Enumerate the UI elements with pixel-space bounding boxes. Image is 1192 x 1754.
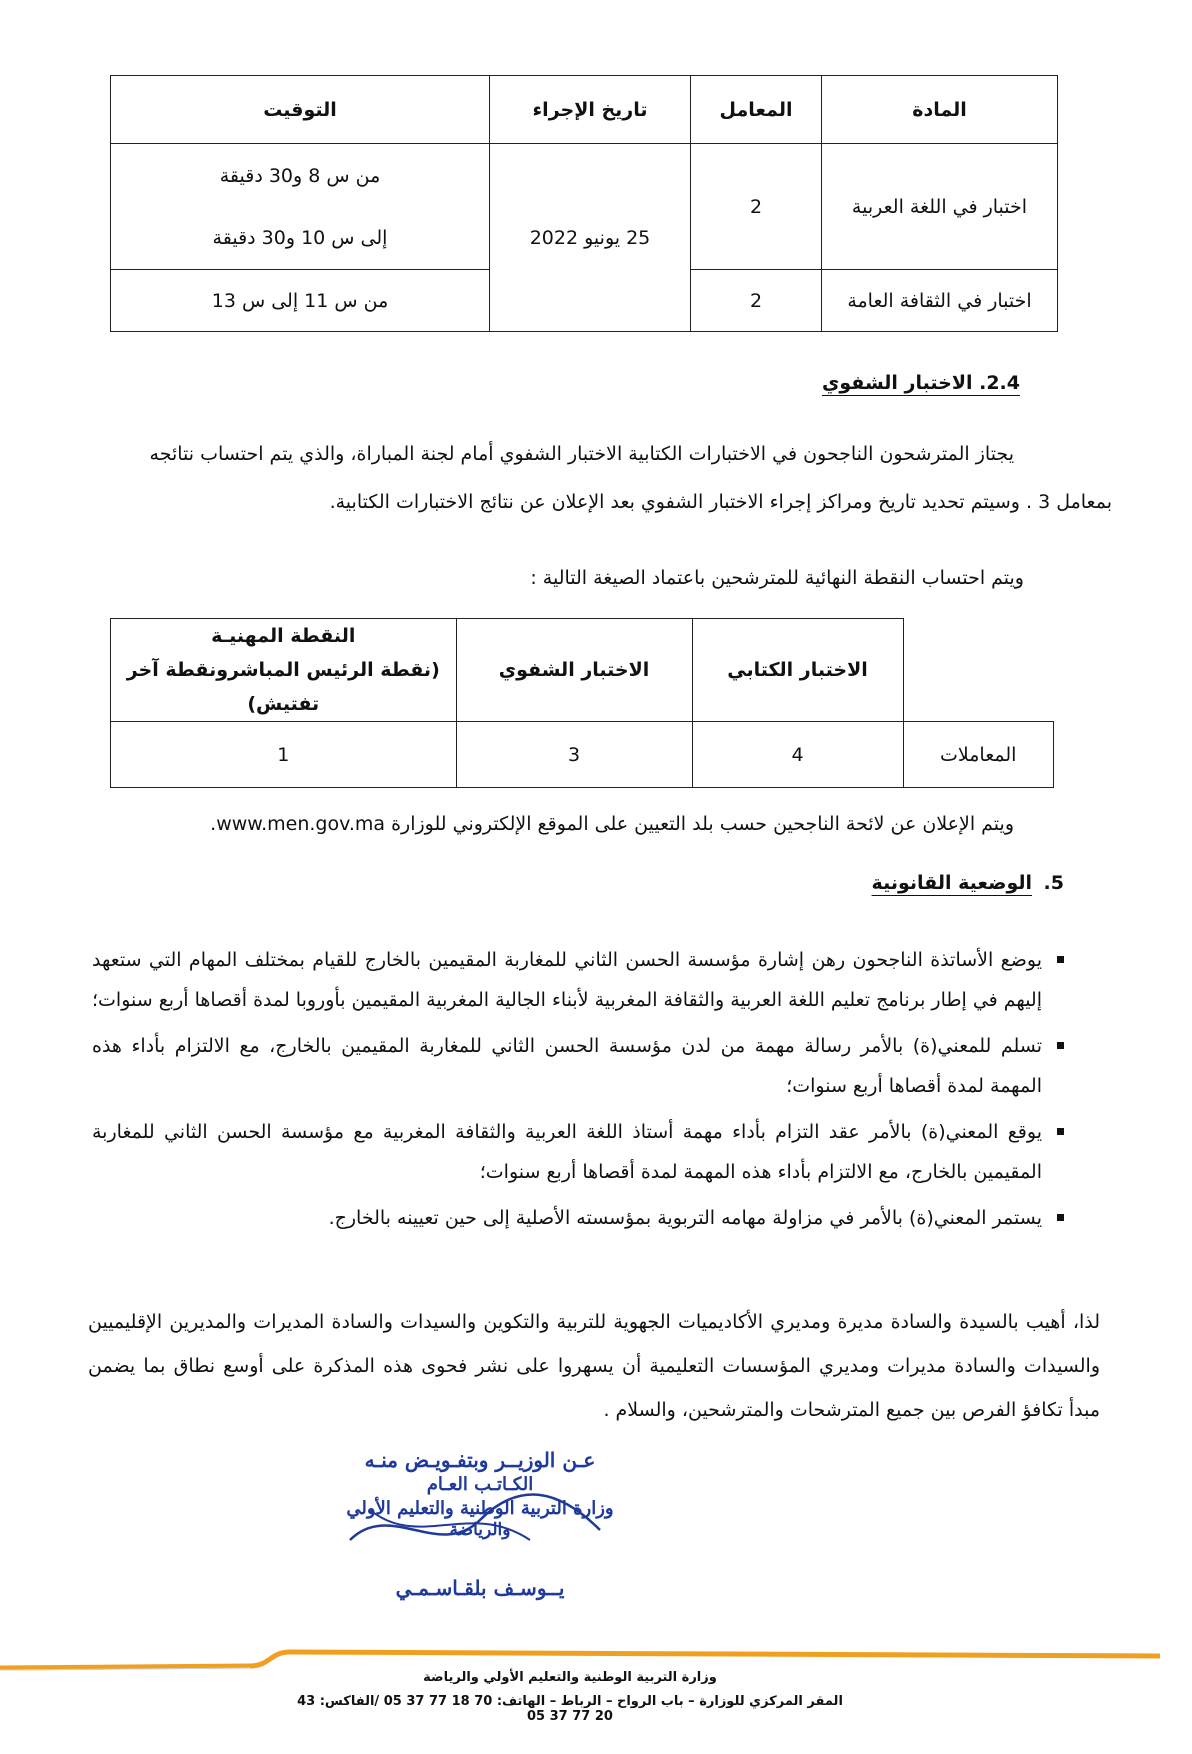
table-row (111, 144, 1058, 270)
footer-address: المقر المركزي للوزارة – باب الرواح – الرباط – الهاتف: 70 18 77 37 05 /الفاكس: 43 20 77 37 05 (297, 1694, 843, 1724)
header-subject: المادة (822, 76, 1058, 144)
coefficients-table (110, 618, 1054, 788)
handwritten-signature-mark (330, 1480, 630, 1570)
header-written: الاختبار الكتابي (692, 619, 903, 722)
section-number: 5. (1043, 872, 1064, 894)
footer-ministry: وزارة التربية الوطنية والتعليم الأولي والرياضة (423, 1670, 717, 1685)
header-timing: التوقيت (111, 76, 490, 144)
legal-bullet-list (92, 940, 1064, 1244)
row-label-cell: المعاملات (903, 722, 1054, 788)
oral-paragraph-line1: يجتاز المترشحون الناجحون في الاختبارات الكتابية الاختبار الشفوي أمام لجنة المباراة، والذي يتم احتساب نتائجه (149, 443, 1014, 465)
closing-paragraph: لذا، أهيب بالسيدة والسادة مديرة ومديري الأكاديميات الجهوية للتربية والتكوين والسيدات والسادة المديرات والمديرين الإقليميين والسيدات والسادة مديرات ومديري المؤسسات التعليمية أن يسهروا على نشر فحوى هذه المذكرة على أوسع نطاق بما يضمن مبدأ تكافؤ الفرص بين جميع المترشحات والمترشحين، والسلام . (88, 1311, 1100, 1421)
written-value-cell: 4 (692, 722, 903, 788)
header-professional-line2: (نقطة الرئيس المباشرونقطة آخر تفتيش) (126, 659, 440, 715)
signature-line4: والرياضة (449, 1520, 511, 1540)
header-coefficient: المعامل (691, 76, 822, 144)
timing-line: من س 8 و30 دقيقة (219, 164, 381, 187)
table-header-row (111, 619, 1054, 722)
signatory-name: يــوسـف بلقـاسـمـي (395, 1576, 565, 1600)
header-professional (111, 619, 457, 722)
list-item: يستمر المعني(ة) بالأمر في مزاولة مهامه التربوية بمؤسسته الأصلية إلى حين تعيينه بالخارج. (92, 1198, 1064, 1238)
signature-line3: وزارة التربية الوطنية والتعليم الأولي (346, 1498, 614, 1519)
professional-value-cell: 1 (111, 722, 457, 788)
list-item: يوضع الأساتذة الناجحون رهن إشارة مؤسسة الحسن الثاني للمغاربة المقيمين بالخارج للقيام بمختلف المهام التي ستعهد إليهم في إطار برنامج تعليم اللغة العربية والثقافة المغربية لأبناء الجالية المغربية المقيمين بأوروبا لمدة أقصاها أربع سنوات؛ (92, 940, 1064, 1020)
exam-schedule-table (110, 75, 1058, 332)
legal-heading: الوضعية القانونية (871, 872, 1032, 894)
header-professional-line1: النقطة المهنيـة (211, 625, 356, 647)
coefficient-cell: 2 (691, 144, 822, 270)
timing-cell: من س 11 إلى س 13 (111, 270, 490, 332)
list-item: تسلم للمعني(ة) بالأمر رسالة مهمة من لدن مؤسسة الحسن الثاني للمغاربة المقيمين بالخارج، مع الالتزام بأداء هذه المهمة لمدة أقصاها أربع سنوات؛ (92, 1026, 1064, 1106)
formula-intro: ويتم احتساب النقطة النهائية للمترشحين باعتماد الصيغة التالية : (530, 567, 1024, 589)
announcement-text: ويتم الإعلان عن لائحة الناجحين حسب بلد التعيين على الموقع الإلكتروني للوزارة www.men.gov.ma. (210, 813, 1014, 835)
timing-line: إلى س 10 و30 دقيقة (212, 226, 388, 249)
list-item: يوقع المعني(ة) بالأمر عقد التزام بأداء مهمة أستاذ اللغة العربية والثقافة المغربية مع مؤسسة الحسن الثاني للمغاربة المقيمين بالخارج، مع الالتزام بأداء هذه المهمة لمدة أقصاها أربع سنوات؛ (92, 1112, 1064, 1192)
date-cell: 25 يونيو 2022 (490, 144, 691, 332)
coefficient-cell: 2 (691, 270, 822, 332)
empty-corner-cell (903, 619, 1054, 722)
subject-cell: اختبار في الثقافة العامة (822, 270, 1058, 332)
oral-paragraph-line2: بمعامل 3 . وسيتم تحديد تاريخ ومراكز إجراء الاختبار الشفوي بعد الإعلان عن نتائج الاختبارات الكتابية. (329, 491, 1112, 513)
header-date: تاريخ الإجراء (490, 76, 691, 144)
table-row (111, 722, 1054, 788)
signature-line1: عـن الوزيــر وبتفـويـض منـه (364, 1448, 596, 1472)
signature-line2: الكـاتـب العـام (426, 1474, 534, 1495)
header-oral: الاختبار الشفوي (456, 619, 692, 722)
timing-cell (111, 144, 490, 270)
oral-heading: 2.4. الاختبار الشفوي (821, 372, 1020, 394)
table-header-row (111, 76, 1058, 144)
subject-cell: اختبار في اللغة العربية (822, 144, 1058, 270)
oral-value-cell: 3 (456, 722, 692, 788)
